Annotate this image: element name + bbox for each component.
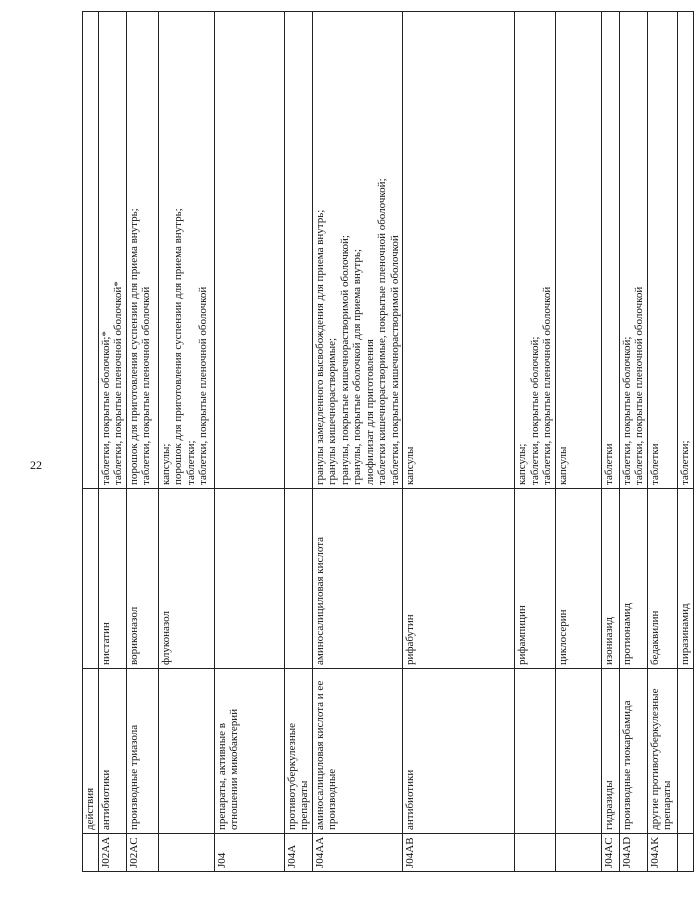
page-number: 22 bbox=[30, 458, 42, 472]
dosage-form-line: гранулы, покрытые оболочкой для приема внутрь; bbox=[351, 249, 363, 485]
dosage-form-line: таблетки, покрытые оболочкой;* bbox=[99, 331, 112, 485]
group-name-cell: антибиотики bbox=[98, 669, 126, 834]
group-name-cell: производные тиокарбамида bbox=[619, 669, 647, 834]
table-row bbox=[403, 12, 515, 872]
dosage-forms-cell bbox=[312, 12, 403, 489]
dosage-form-line: гранулы замедленного высвобождения для приема внутрь; bbox=[313, 209, 326, 485]
table-row bbox=[515, 12, 556, 872]
dosage-form-line: капсулы; bbox=[159, 443, 172, 485]
drug-name-cell: рифабутин bbox=[403, 489, 515, 669]
atc-code-cell: J04AK bbox=[647, 834, 677, 872]
group-name-cell: другие противотуберкулезные препараты bbox=[647, 669, 677, 834]
drug-name-cell: флуконазол bbox=[158, 489, 214, 669]
atc-code-cell: J04AC bbox=[601, 834, 619, 872]
dosage-forms-cell bbox=[126, 12, 158, 489]
dosage-form-line: таблетки, покрытые пленочной оболочкой bbox=[541, 286, 553, 485]
dosage-form-line: лиофилизат для приготовления bbox=[363, 339, 376, 485]
drug-name-cell: рифампицин bbox=[515, 489, 556, 669]
dosage-form-line: таблетки, покрытые оболочкой; bbox=[620, 336, 633, 485]
group-name-cell: аминосалициловая кислота и ее производные bbox=[312, 669, 403, 834]
dosage-form-line: таблетки, покрытые оболочкой; bbox=[528, 336, 541, 485]
group-name-cell bbox=[555, 669, 601, 834]
drug-name-cell: нистатин bbox=[98, 489, 126, 669]
dosage-forms-cell bbox=[214, 12, 284, 489]
drug-name-cell: вориконазол bbox=[126, 489, 158, 669]
group-name-cell: антибиотики bbox=[403, 669, 515, 834]
atc-code-cell bbox=[83, 834, 99, 872]
dosage-forms-cell bbox=[619, 12, 647, 489]
group-name-cell bbox=[677, 669, 693, 834]
rotated-page bbox=[82, 12, 691, 872]
drug-name-cell: бедаквилин bbox=[647, 489, 677, 669]
atc-code-cell: J04A bbox=[284, 834, 312, 872]
atc-code-cell: J04AA bbox=[312, 834, 403, 872]
atc-code-cell: J04AB bbox=[403, 834, 515, 872]
group-name-cell: препараты, активные в отношении микобактерий bbox=[214, 669, 284, 834]
dosage-form-line: таблетки, покрытые пленочной оболочкой bbox=[197, 286, 209, 485]
table-row bbox=[555, 12, 601, 872]
dosage-forms-cell bbox=[83, 12, 99, 489]
dosage-form-line: гранулы, покрытые кишечнорастворимой оболочкой; bbox=[338, 235, 351, 485]
group-name-cell: производные триазола bbox=[126, 669, 158, 834]
drug-name-cell: циклосерин bbox=[555, 489, 601, 669]
atc-code-cell bbox=[158, 834, 214, 872]
drug-name-cell bbox=[214, 489, 284, 669]
table-row bbox=[284, 12, 312, 872]
dosage-form-line: таблетки bbox=[648, 443, 661, 485]
table-row bbox=[647, 12, 677, 872]
table-row bbox=[312, 12, 403, 872]
drug-name-cell: изониазид bbox=[601, 489, 619, 669]
table-row bbox=[126, 12, 158, 872]
drug-name-cell bbox=[284, 489, 312, 669]
atc-code-cell bbox=[515, 834, 556, 872]
dosage-form-line: порошок для приготовления суспензии для приема внутрь; bbox=[172, 208, 184, 485]
dosage-form-line: таблетки, покрытые пленочной оболочкой bbox=[140, 286, 152, 485]
table-row bbox=[98, 12, 126, 872]
table-row bbox=[214, 12, 284, 872]
dosage-forms-cell bbox=[515, 12, 556, 489]
dosage-forms-cell bbox=[647, 12, 677, 489]
dosage-forms-cell bbox=[601, 12, 619, 489]
drug-name-cell: пиразинамид bbox=[677, 489, 693, 669]
atc-code-cell: J04AD bbox=[619, 834, 647, 872]
drug-name-cell: протионамид bbox=[619, 489, 647, 669]
group-name-cell: гидразиды bbox=[601, 669, 619, 834]
atc-code-cell bbox=[677, 834, 693, 872]
dosage-form-line: гранулы кишечнорастворимые; bbox=[326, 337, 338, 485]
dosage-form-line: капсулы; bbox=[516, 443, 528, 485]
dosage-forms-cell bbox=[284, 12, 312, 489]
dosage-forms-cell bbox=[158, 12, 214, 489]
atc-code-cell: J02AC bbox=[126, 834, 158, 872]
dosage-form-line: капсулы bbox=[404, 446, 416, 485]
dosage-form-line: таблетки; bbox=[678, 440, 691, 485]
atc-code-cell: J02AA bbox=[98, 834, 126, 872]
dosage-forms-cell bbox=[677, 12, 693, 489]
dosage-form-line: капсулы bbox=[556, 446, 569, 485]
drug-name-cell bbox=[83, 489, 99, 669]
group-name-cell: действия bbox=[83, 669, 99, 834]
dosage-form-line: таблетки; bbox=[184, 440, 197, 485]
group-name-cell bbox=[158, 669, 214, 834]
table-row bbox=[158, 12, 214, 872]
table-row bbox=[83, 12, 99, 872]
atc-code-cell bbox=[555, 834, 601, 872]
drug-table-body bbox=[83, 12, 694, 872]
table-row bbox=[677, 12, 693, 872]
dosage-form-line: таблетки bbox=[602, 443, 615, 485]
group-name-cell bbox=[515, 669, 556, 834]
atc-code-cell: J04 bbox=[214, 834, 284, 872]
dosage-form-line: таблетки, покрытые пленочной оболочкой* bbox=[112, 281, 124, 485]
dosage-forms-cell bbox=[403, 12, 515, 489]
dosage-forms-cell bbox=[555, 12, 601, 489]
dosage-form-line: таблетки кишечнорастворимые, покрытые пленочной оболочкой; bbox=[376, 178, 388, 485]
dosage-forms-cell bbox=[98, 12, 126, 489]
group-name-cell: противотуберкулезные препараты bbox=[284, 669, 312, 834]
table-row bbox=[601, 12, 619, 872]
dosage-form-line: порошок для приготовления суспензии для приема внутрь; bbox=[127, 208, 140, 485]
dosage-form-line: таблетки, покрытые пленочной оболочкой bbox=[633, 286, 645, 485]
dosage-form-line: таблетки, покрытые кишечнорастворимой оболочкой bbox=[388, 235, 401, 485]
table-row bbox=[619, 12, 647, 872]
drug-table bbox=[82, 11, 694, 872]
drug-name-cell: аминосалициловая кислота bbox=[312, 489, 403, 669]
